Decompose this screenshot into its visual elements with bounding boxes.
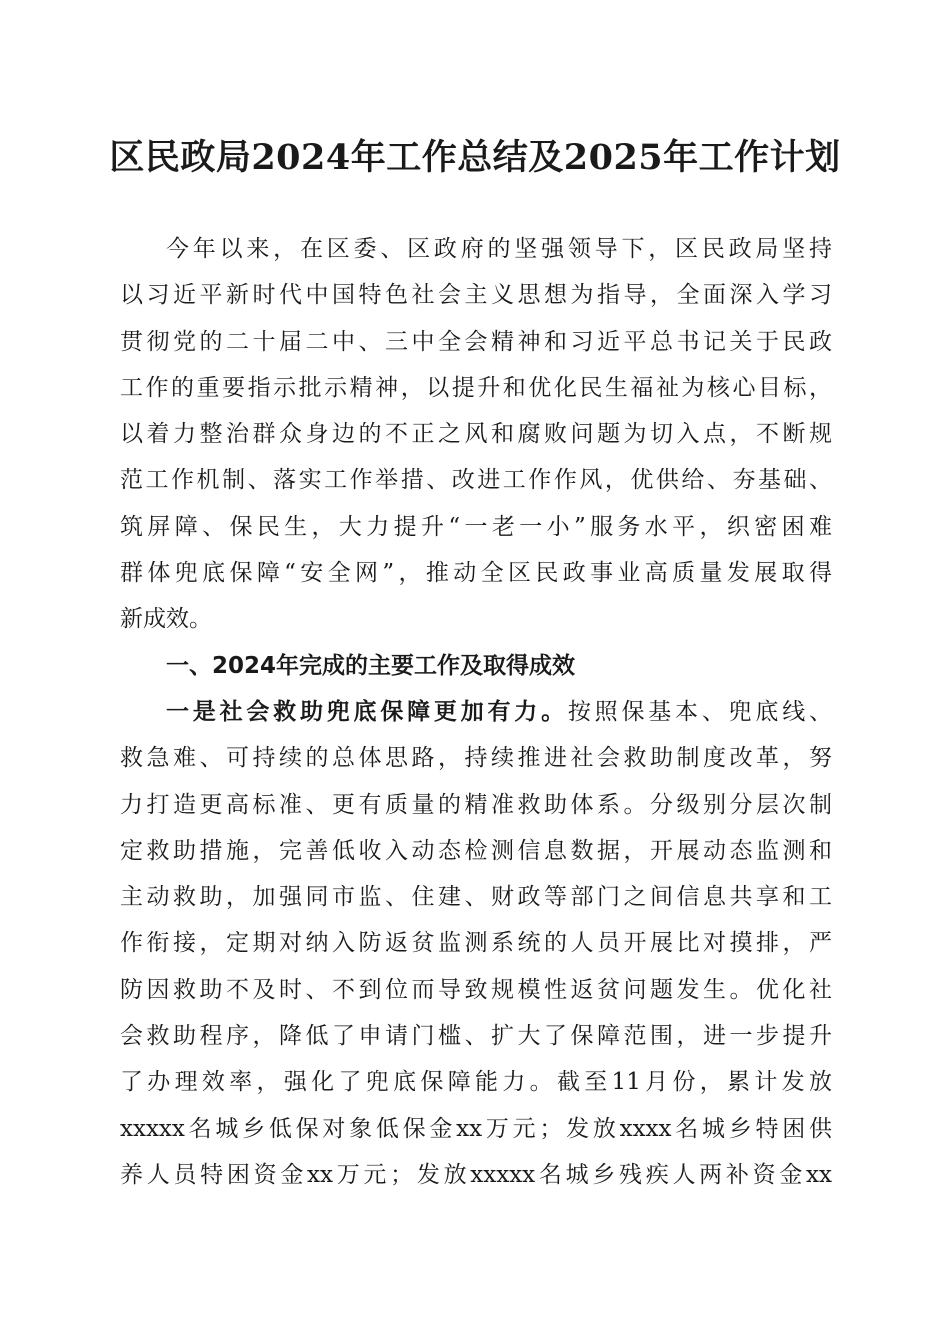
intro-line: 新成效。 <box>120 606 212 633</box>
point1-first-line <box>120 689 832 735</box>
point1-lead: 一是社会救助兜底保障更加有力。 <box>166 697 568 725</box>
intro-line: 贯彻党的二十届二中、三中全会精神和习近平总书记关于民政 <box>120 328 832 355</box>
intro-line: 今年以来，在区委、区政府的坚强领导下，区民政局坚持 <box>166 236 832 262</box>
section-heading: 一、2024年完成的主要工作及取得成效 <box>166 652 576 679</box>
intro-line: 群体兜底保障“安全网”，推动全区民政事业高质量发展取得 <box>120 560 832 587</box>
point1-line: 作衔接，定期对纳入防返贫监测系统的人员开展比对摸排，严 <box>120 930 832 957</box>
point1-line: 了办理效率，强化了兜底保障能力。截至11月份，累计发放 <box>120 1069 832 1096</box>
point1-line: 定救助措施，完善低收入动态检测信息数据，开展动态监测和 <box>120 837 832 864</box>
point1-lead-rest: 按照保基本、兜底线、 <box>567 698 833 725</box>
intro-line: 以着力整治群众身边的不正之风和腐败问题为切入点，不断规 <box>120 421 832 448</box>
point1-line: 养人员特困资金xx万元；发放xxxxx名城乡残疾人两补资金xx <box>120 1161 832 1188</box>
intro-line: 范工作机制、落实工作举措、改进工作作风，优供给、夯基础、 <box>120 467 832 494</box>
point1-line: 救急难、可持续的总体思路，持续推进社会救助制度改革，努 <box>120 745 832 772</box>
document-title: 区民政局2024年工作总结及2025年工作计划 <box>109 137 841 178</box>
point1-line: 力打造更高标准、更有质量的精准救助体系。分级别分层次制 <box>120 791 832 818</box>
point1-line: 会救助程序，降低了申请门槛、扩大了保障范围，进一步提升 <box>120 1023 832 1050</box>
intro-line: 以习近平新时代中国特色社会主义思想为指导，全面深入学习 <box>120 282 832 309</box>
point1-line: 防因救助不及时、不到位而导致规模性返贫问题发生。优化社 <box>120 976 832 1003</box>
point1-line: 主动救助，加强同市监、住建、财政等部门之间信息共享和工 <box>120 884 832 911</box>
point1-line: xxxxx名城乡低保对象低保金xx万元；发放xxxx名城乡特困供 <box>120 1115 832 1142</box>
intro-line: 工作的重要指示批示精神，以提升和优化民生福祉为核心目标， <box>120 374 832 401</box>
document-body <box>120 226 832 1198</box>
intro-line: 筑屏障、保民生，大力提升“一老一小”服务水平，织密困难 <box>120 513 832 540</box>
